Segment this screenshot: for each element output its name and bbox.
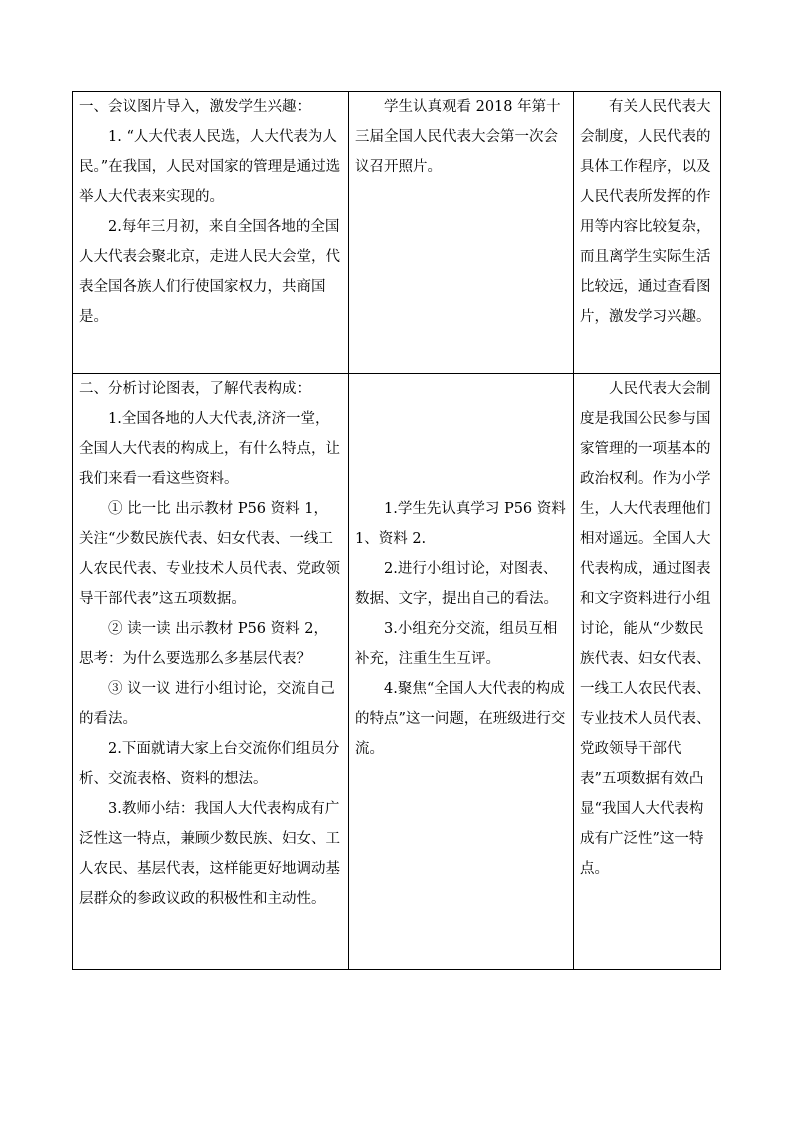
section-heading: 一、会议图片导入，激发学生兴趣：	[79, 99, 311, 115]
table-row	[73, 374, 721, 970]
student-activity-block	[355, 374, 567, 764]
design-intent-cell	[574, 92, 721, 374]
paragraph: 人民代表大会制度是我国公民参与国家管理的一项基本的政治权利。作为小学生，人大代表理他们相对遥远。全国人大代表构成，通过图表和文字资料进行小组讨论，能从“少数民族代表、妇女代表、一线工人农民代表、专业技术人员代表、党政领导干部代表”五项数据有效凸显“我国人大代表构成有广泛性”这一特点。	[580, 381, 711, 877]
paragraph: ③ 议一议 进行小组讨论，交流自己的看法。	[79, 681, 335, 727]
paragraph: 2.进行小组讨论，对图表、数据、文字，提出自己的看法。	[355, 561, 558, 607]
paragraph: 1. “人大代表人民选，人大代表为人民。”在我国，人民对国家的管理是通过选举人大代表来实现的。	[79, 129, 341, 205]
table-row	[73, 92, 721, 374]
teacher-activity-cell	[73, 92, 349, 374]
paragraph: 1.学生先认真学习 P56 资料 1、资料 2.	[355, 501, 566, 547]
paragraph: 2.下面就请大家上台交流你们组员分析、交流表格、资料的想法。	[79, 741, 340, 787]
paragraph: ② 读一读 出示教材 P56 资料 2，思考：为什么要选那么多基层代表？	[79, 621, 328, 667]
paragraph: 4.聚焦“全国人大代表的构成的特点”这一问题，在班级进行交流。	[355, 681, 566, 757]
teacher-activity-cell	[73, 374, 349, 970]
paragraph: 3.教师小结：我国人大代表构成有广泛性这一特点，兼顾少数民族、妇女、工人农民、基层代表，这样能更好地调动基层群众的参政议政的积极性和主动性。	[79, 801, 340, 907]
paragraph: 2.每年三月初，来自全国各地的全国人大代表会聚北京，走进人民大会堂，代表全国各族人们行使国家权力，共商国是。	[79, 219, 340, 325]
student-activity-cell	[349, 92, 574, 374]
lesson-plan-table	[72, 91, 721, 970]
student-activity-cell	[349, 374, 574, 970]
paragraph: 1.全国各地的人大代表,济济一堂，全国人大代表的构成上，有什么特点，让我们来看一看这些资料。	[79, 411, 340, 487]
paragraph: 3.小组充分交流，组员互相补充，注重生生互评。	[355, 621, 558, 667]
paragraph: ① 比一比 出示教材 P56 资料 1，关注“少数民族代表、妇女代表、一线工人农民代表、专业技术人员代表、党政领导干部代表”这五项数据。	[79, 501, 340, 607]
paragraph: 有关人民代表大会制度，人民代表的具体工作程序，以及人民代表所发挥的作用等内容比较复杂，而且离学生实际生活比较远，通过查看图片，激发学习兴趣。	[580, 99, 711, 325]
design-intent-cell	[574, 374, 721, 970]
paragraph: 学生认真观看 2018 年第十三届全国人民代表大会第一次会议召开照片。	[355, 99, 561, 175]
section-heading: 二、分析讨论图表，了解代表构成：	[79, 381, 311, 397]
